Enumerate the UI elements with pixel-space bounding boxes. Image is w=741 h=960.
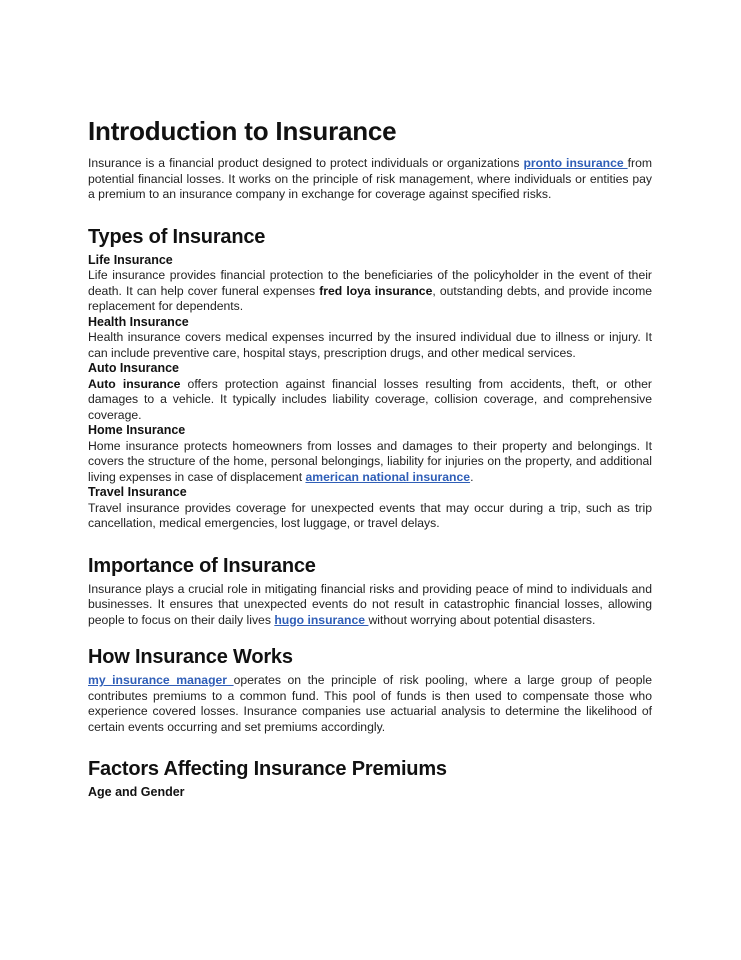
spacer: [88, 532, 652, 553]
travel-insurance-paragraph: Travel insurance provides coverage for unexpected events that may occur during a trip, such as trip cancellation, medical emergencies, lost luggage, or travel delays.: [88, 500, 652, 530]
life-insurance-paragraph: [88, 268, 652, 315]
health-insurance-heading: Health Insurance: [88, 314, 189, 329]
home-insurance-heading: Home Insurance: [88, 423, 186, 437]
intro-text-after-link: from potential financial losses. It works on the principle of risk management, where individuals or entities pay a premium to an insurance company in exchange for coverage against specified risks.: [88, 156, 652, 201]
home-text-after-link: .: [470, 469, 474, 484]
importance-heading: Importance of Insurance: [88, 554, 316, 577]
importance-text-after-link: without worrying about potential disasters.: [368, 612, 596, 627]
importance-text-before-link: Insurance plays a crucial role in mitigating financial risks and providing peace of mind to individuals and businesses. It ensures that unexpected events do not result in catastrophic financial losses, allowing people to focus on their daily lives: [88, 581, 652, 627]
spacer: [88, 735, 652, 756]
auto-insurance-paragraph: [88, 377, 652, 424]
home-text-before-link: Home insurance protects homeowners from losses and damages to their property and belongings. It covers the structure of the home, personal belongings, liability for injuries on the property, and additional living expenses in case of displacement: [88, 438, 652, 484]
auto-text-after-bold: offers protection against financial losses resulting from accidents, theft, or other damages to a vehicle. It typically includes liability coverage, collision coverage, and comprehensive coverage.: [88, 376, 652, 422]
american-national-insurance-link[interactable]: american national insurance: [305, 469, 471, 484]
spacer: [88, 628, 652, 644]
how-text-after-link: operates on the principle of risk pooling, where a large group of people contributes premiums to a common fund. This pool of funds is then used to compensate those who experience covered losses. Insurance companies use actuarial analysis to determine the likelihood of certain events occurring and set premiums accordingly.: [88, 673, 653, 734]
auto-insurance-bold-text: Auto insurance: [88, 376, 181, 391]
how-paragraph: [88, 673, 652, 735]
intro-text-before-link: Insurance is a financial product designed to protect individuals or organizations: [88, 156, 524, 170]
life-insurance-heading: Life Insurance: [88, 252, 173, 267]
my-insurance-manager-link[interactable]: my insurance manager: [88, 673, 234, 687]
home-insurance-paragraph: [88, 439, 652, 486]
how-heading: How Insurance Works: [88, 646, 293, 668]
page-title: Introduction to Insurance: [88, 116, 397, 146]
types-heading: Types of Insurance: [88, 225, 266, 248]
pronto-insurance-link[interactable]: pronto insurance: [523, 156, 628, 170]
factors-heading: Factors Affecting Insurance Premiums: [88, 758, 447, 780]
intro-paragraph: [88, 156, 652, 203]
spacer: [88, 203, 652, 224]
document-page: [88, 114, 652, 801]
life-text-after-bold: , outstanding debts, and provide income replacement for dependents.: [88, 283, 653, 313]
fred-loya-insurance-text: fred loya insurance: [319, 283, 433, 298]
importance-paragraph: [88, 582, 652, 629]
life-text-before-bold: Life insurance provides financial protection to the beneficiaries of the policyholder in the event of their death. It can help cover funeral expenses: [88, 268, 652, 298]
travel-insurance-heading: Travel Insurance: [88, 485, 187, 499]
auto-insurance-heading: Auto Insurance: [88, 361, 179, 375]
age-and-gender-heading: Age and Gender: [88, 785, 185, 799]
hugo-insurance-link[interactable]: hugo insurance: [274, 612, 369, 627]
health-insurance-paragraph: Health insurance covers medical expenses incurred by the insured individual due to illness or injury. It can include preventive care, hospital stays, prescription drugs, and other medical services.: [88, 330, 652, 360]
